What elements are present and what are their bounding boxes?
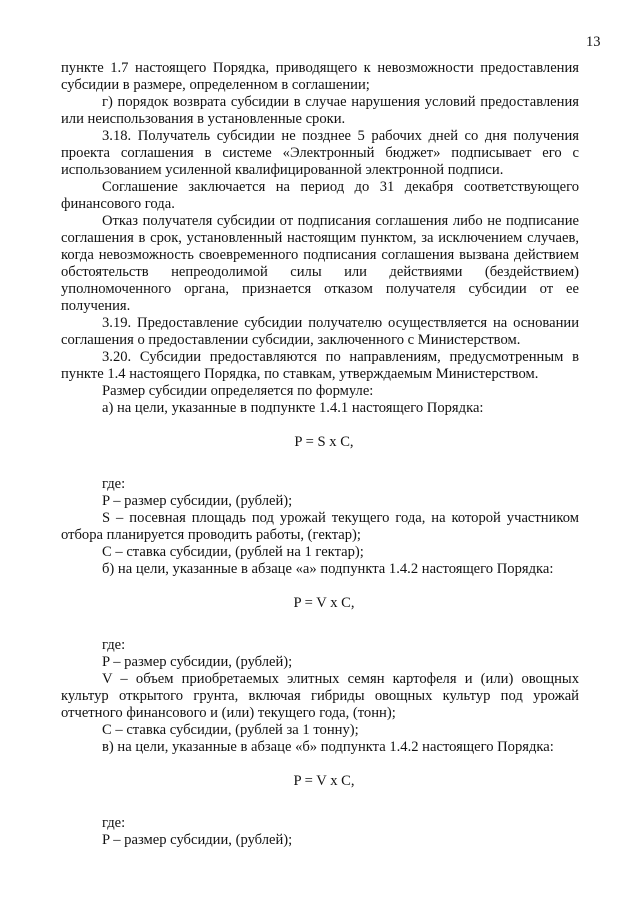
page-number: 13 bbox=[586, 34, 601, 50]
formula-1: P = S x C, bbox=[294, 434, 354, 450]
formula-2: P = V x C, bbox=[293, 595, 355, 611]
where-label-2: где: bbox=[102, 637, 126, 653]
paragraph-a: а) на цели, указанные в подпункте 1.4.1 настоящего Порядка: bbox=[102, 400, 484, 416]
paragraph-v: в) на цели, указанные в абзаце «б» подпункта 1.4.2 настоящего Порядка: bbox=[102, 739, 554, 755]
document-body bbox=[61, 60, 579, 849]
definition-s: S – посевная площадь под урожай текущего года, на которой участником отбора планируется проводить работы, (гектар); bbox=[61, 510, 579, 543]
paragraph-g: г) порядок возврата субсидии в случае нарушения условий предоставления или неиспользования в установленные сроки. bbox=[61, 94, 579, 127]
paragraph-3-19: 3.19. Предоставление субсидии получателю осуществляется на основании соглашения о предоставлении субсидии, заключенного с Министерством. bbox=[61, 315, 579, 348]
definition-p-2: P – размер субсидии, (рублей); bbox=[102, 654, 293, 670]
definition-v-1: V – объем приобретаемых элитных семян картофеля и (или) овощных культур открытого грунта, включая гибриды овощных культур под урожай отчетного финансового и (или) текущего года, (тонн); bbox=[61, 671, 579, 721]
definition-c-2: C – ставка субсидии, (рублей за 1 тонну); bbox=[102, 722, 359, 738]
paragraph-refusal: Отказ получателя субсидии от подписания соглашения либо не подписание соглашения в срок, установленный настоящим пунктом, за исключением случаев, когда невозможность своевременного подписания соглашения вызвана действием обстоятельств непреодолимой силы или действиями (бездействием) уполномоченного органа, признается отказом получателя субсидии от ее получения. bbox=[61, 213, 579, 314]
paragraph-3-18: 3.18. Получатель субсидии не позднее 5 рабочих дней со дня получения проекта соглашения в системе «Электронный бюджет» подписывает его с использованием усиленной квалифицированной электронной подписи. bbox=[61, 128, 579, 178]
formula-3: P = V x C, bbox=[293, 773, 355, 789]
definition-p-3: P – размер субсидии, (рублей); bbox=[102, 832, 293, 848]
paragraph-continuation: пункте 1.7 настоящего Порядка, приводящего к невозможности предоставления субсидии в размере, определенном в соглашении; bbox=[61, 60, 579, 93]
where-label-3: где: bbox=[102, 815, 126, 831]
paragraph-3-20: 3.20. Субсидии предоставляются по направлениям, предусмотренным в пункте 1.4 настоящего Порядка, по ставкам, утверждаемым Министерством. bbox=[61, 349, 579, 382]
where-label-1: где: bbox=[102, 476, 126, 492]
paragraph-agreement-period: Соглашение заключается на период до 31 декабря соответствующего финансового года. bbox=[61, 179, 579, 212]
definition-c-1: C – ставка субсидии, (рублей на 1 гектар); bbox=[102, 544, 364, 560]
paragraph-b: б) на цели, указанные в абзаце «а» подпункта 1.4.2 настоящего Порядка: bbox=[102, 561, 554, 577]
definition-p-1: P – размер субсидии, (рублей); bbox=[102, 493, 293, 509]
paragraph-formula-intro: Размер субсидии определяется по формуле: bbox=[102, 383, 374, 399]
